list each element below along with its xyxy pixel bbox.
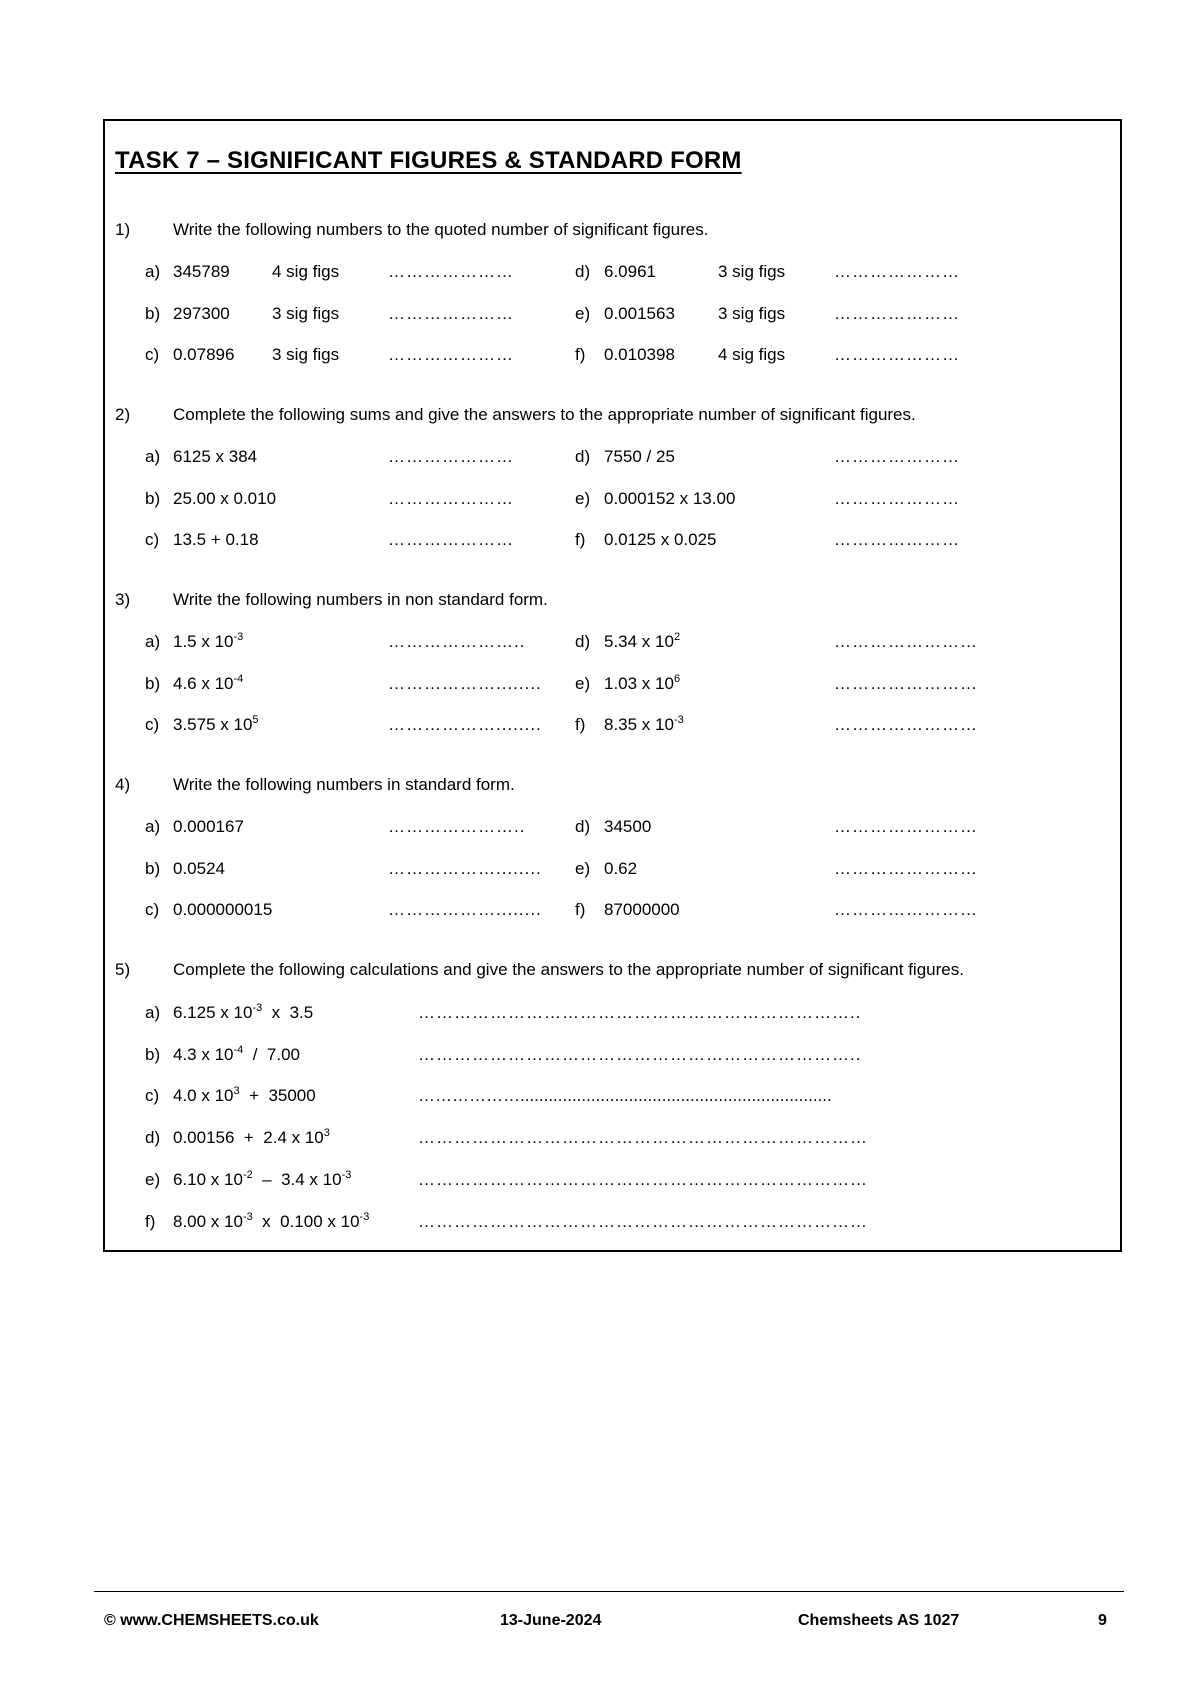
item-letter: a) xyxy=(145,632,161,651)
answer-dots: ………………… xyxy=(388,262,514,281)
item-sig-figs: 3 sig figs xyxy=(272,345,340,364)
item-sig-figs: 3 sig figs xyxy=(718,262,786,281)
item-sig-figs: 3 sig figs xyxy=(718,304,786,323)
item-expression: 13.5 + 0.18 xyxy=(173,530,259,549)
item-standard-form: 5.34 x $10^2$ xyxy=(604,631,681,651)
answer-dots: ………………........ xyxy=(388,859,542,878)
answer-dots: …………………… xyxy=(834,715,978,734)
item-letter: d) xyxy=(575,632,591,651)
answer-dots: ………………………………………………………………… xyxy=(418,1212,868,1231)
item-value: 34500 xyxy=(604,817,652,836)
answer-dots: …………………… xyxy=(834,817,978,836)
answer-dots: …………………… xyxy=(834,674,978,693)
item-sig-figs: 4 sig figs xyxy=(272,262,340,281)
item-calculation: 6.125 x $10^{-3}$ x 3.5 xyxy=(173,1002,314,1022)
answer-dots: …………………… xyxy=(834,900,978,919)
item-letter: b) xyxy=(145,489,161,508)
answer-dots: ………………….. xyxy=(388,817,526,836)
item-standard-form: 4.6 x $10^{-4}$ xyxy=(173,673,244,693)
item-value: 0.0524 xyxy=(173,859,225,878)
answer-dots: …………………… xyxy=(834,859,978,878)
item-expression: 0.0125 x 0.025 xyxy=(604,530,717,549)
item-value: 87000000 xyxy=(604,900,680,919)
footer-divider xyxy=(94,1591,1124,1592)
item-value: 297300 xyxy=(173,304,230,323)
item-standard-form: 1.03 x $10^6$ xyxy=(604,673,681,693)
item-letter: b) xyxy=(145,1045,161,1064)
page-title: TASK 7 – SIGNIFICANT FIGURES & STANDARD FORM xyxy=(115,147,742,174)
item-value: 0.07896 xyxy=(173,345,235,364)
item-calculation: 0.00156 + 2.4 x $10^3$ xyxy=(173,1127,330,1147)
item-value: 0.000167 xyxy=(173,817,244,836)
answer-dots: ………………… xyxy=(388,304,514,323)
answer-dots: ………………… xyxy=(388,345,514,364)
item-standard-form: 8.35 x $10^{-3}$ xyxy=(604,714,684,734)
item-letter: d) xyxy=(575,262,591,281)
question-prompt: Complete the following calculations and give the answers to the appropriate number of significant figures. xyxy=(173,960,964,979)
question-prompt: Complete the following sums and give the answers to the appropriate number of significant figures. xyxy=(173,405,916,424)
item-value: 0.010398 xyxy=(604,345,675,364)
item-letter: d) xyxy=(575,817,591,836)
item-letter: c) xyxy=(145,715,160,734)
item-letter: c) xyxy=(145,1086,160,1105)
question-number: 1) xyxy=(115,220,131,239)
item-standard-form: 3.575 x $10^5$ xyxy=(173,714,259,734)
item-calculation: 8.00 x $10^{-3}$ x 0.100 x $10^{-3}$ xyxy=(173,1211,370,1231)
answer-dots: ………………… xyxy=(834,345,960,364)
answer-dots: ……………………………………………………………….. xyxy=(418,1045,862,1064)
answer-dots: ………………….. xyxy=(388,632,526,651)
item-expression: 7550 / 25 xyxy=(604,447,675,466)
item-calculation: 6.10 x $10^{-2} - 3.4$ x $10^{-3}$ xyxy=(173,1169,352,1189)
answer-dots: ………………… xyxy=(388,447,514,466)
question-prompt: Write the following numbers in non standard form. xyxy=(173,590,548,609)
item-expression: 6125 x 384 xyxy=(173,447,258,466)
item-letter: f) xyxy=(575,900,586,919)
item-value: 0.001563 xyxy=(604,304,675,323)
question-number: 3) xyxy=(115,590,131,609)
item-expression: 25.00 x 0.010 xyxy=(173,489,277,508)
item-letter: b) xyxy=(145,674,161,693)
answer-dots: ………………........ xyxy=(388,900,542,919)
question-number: 4) xyxy=(115,775,131,794)
item-value: 0.62 xyxy=(604,859,638,878)
question-prompt: Write the following numbers in standard form. xyxy=(173,775,515,794)
item-letter: b) xyxy=(145,304,161,323)
answer-dots: ……………….................................................................. xyxy=(418,1086,832,1105)
answer-dots: …………………… xyxy=(834,632,978,651)
answer-dots: ……………………………………………………………….. xyxy=(418,1003,862,1022)
question-number: 2) xyxy=(115,405,131,424)
item-letter: e) xyxy=(575,859,591,878)
answer-dots: ………………… xyxy=(388,530,514,549)
item-value: 345789 xyxy=(173,262,230,281)
answer-dots: ………………………………………………………………… xyxy=(418,1128,868,1147)
item-letter: a) xyxy=(145,817,161,836)
item-letter: f) xyxy=(575,530,586,549)
item-expression: 0.000152 x 13.00 xyxy=(604,489,736,508)
item-letter: b) xyxy=(145,859,161,878)
answer-dots: ………………… xyxy=(834,530,960,549)
item-letter: c) xyxy=(145,900,160,919)
item-calculation: 4.0 x $10^3 + 35000$ xyxy=(173,1085,316,1105)
answer-dots: ………………........ xyxy=(388,674,542,693)
item-letter: e) xyxy=(145,1170,161,1189)
footer-reference: Chemsheets AS 1027 xyxy=(798,1612,960,1629)
answer-dots: ………………… xyxy=(388,489,514,508)
item-letter: f) xyxy=(145,1212,156,1231)
item-letter: a) xyxy=(145,262,161,281)
item-value: 0.000000015 xyxy=(173,900,273,919)
answer-dots: ………………… xyxy=(834,262,960,281)
item-sig-figs: 4 sig figs xyxy=(718,345,786,364)
item-value: 6.0961 xyxy=(604,262,656,281)
item-letter: e) xyxy=(575,674,591,693)
question-prompt: Write the following numbers to the quoted number of significant figures. xyxy=(173,220,709,239)
item-letter: f) xyxy=(575,715,586,734)
answer-dots: ………………… xyxy=(834,489,960,508)
item-letter: c) xyxy=(145,345,160,364)
footer-date: 13-June-2024 xyxy=(500,1612,602,1629)
item-letter: d) xyxy=(145,1128,161,1147)
item-letter: e) xyxy=(575,304,591,323)
item-calculation: 4.3 x $10^{-4} / 7.00$ xyxy=(173,1044,300,1064)
footer-website: © www.CHEMSHEETS.co.uk xyxy=(104,1612,319,1629)
item-letter: f) xyxy=(575,345,586,364)
item-sig-figs: 3 sig figs xyxy=(272,304,340,323)
question-number: 5) xyxy=(115,960,131,979)
item-letter: d) xyxy=(575,447,591,466)
answer-dots: ………………… xyxy=(834,447,960,466)
item-letter: c) xyxy=(145,530,160,549)
item-letter: a) xyxy=(145,1003,161,1022)
item-standard-form: 1.5 x $10^{-3}$ xyxy=(173,631,244,651)
item-letter: a) xyxy=(145,447,161,466)
answer-dots: ………………………………………………………………… xyxy=(418,1170,868,1189)
item-letter: e) xyxy=(575,489,591,508)
page-number: 9 xyxy=(1098,1612,1107,1629)
answer-dots: ………………........ xyxy=(388,715,542,734)
answer-dots: ………………… xyxy=(834,304,960,323)
